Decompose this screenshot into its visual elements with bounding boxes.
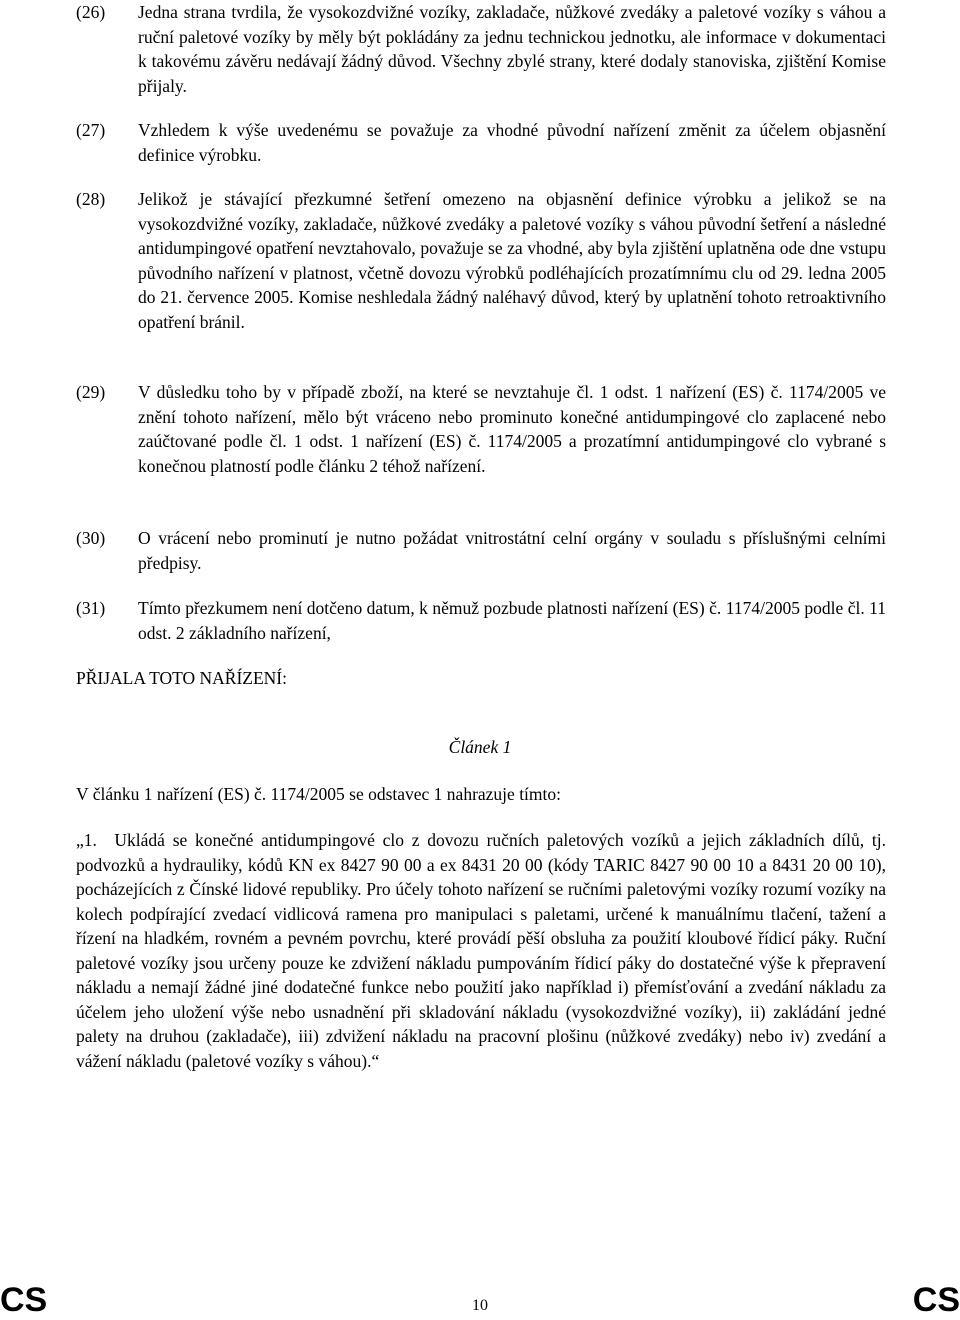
recital-28 (76, 187, 886, 334)
recital-text: O vrácení nebo prominutí je nutno požádat vnitrostátní celní orgány v souladu s příslušnými celními předpisy. (138, 528, 886, 573)
footer-language-left: CS (0, 1281, 48, 1319)
adoption-statement: PŘIJALA TOTO NAŘÍZENÍ: (76, 668, 287, 688)
recital-30 (76, 526, 886, 575)
recital-27 (76, 118, 886, 167)
recital-26 (76, 0, 886, 98)
recital-29 (76, 380, 886, 478)
recital-text: V důsledku toho by v případě zboží, na které se nevztahuje čl. 1 odst. 1 nařízení (ES) č. 1174/2005 ve znění tohoto nařízení, mělo být vráceno nebo prominuto konečné antidumpingové clo zaplacené nebo zaúčtované podle čl. 1 odst. 1 nařízení (ES) č. 1174/2005 a prozatímní antidumpingové clo vybrané s konečnou platností podle článku 2 téhož nařízení. (138, 382, 886, 476)
recital-number: (28) (76, 189, 106, 209)
recital-text: Tímto přezkumem není dotčeno datum, k němuž pozbude platnosti nařízení (ES) č. 1174/2005 podle čl. 11 odst. 2 základního nařízení, (138, 598, 886, 643)
recital-text: Jelikož je stávající přezkumné šetření omezeno na objasnění definice výrobku a jelikož se na vysokozdvižné vozíky, zakladače, nůžkové zvedáky a paletové vozíky s váhou původní šetření a následné antidumpingové opatření nevztahovalo, považuje se za vhodné, aby byla zjištění uplatněna ode dne vstupu původního nařízení v platnost, včetně dovozu výrobků podléhajících prozatímnímu clu od 29. ledna 2005 do 21. července 2005. Komise neshledala žádný naléhavý důvod, který by uplatnění tohoto retroaktivního opatření bránil. (138, 189, 886, 332)
page-number: 10 (472, 1297, 488, 1314)
recital-text: Jedna strana tvrdila, že vysokozdvižné vozíky, zakladače, nůžkové zvedáky a paletové vozíky s váhou a ruční paletové vozíky by měly být pokládány za jednu technickou jednotku, ale informace v dokumentaci k takovému závěru nedávají žádný důvod. Všechny zbylé strany, které dodaly stanoviska, zjištění Komise přijaly. (138, 2, 886, 96)
recital-number: (29) (76, 382, 106, 402)
article-body: „1. Ukládá se konečné antidumpingové clo z dovozu ručních paletových vozíků a jejich základních dílů, tj. podvozků a hydrauliky, kódů KN ex 8427 90 00 a ex 8431 20 00 (kódy TARIC 8427 90 00 10 a 8431 20 00 10), pocházejících z Čínské lidové republiky. Pro účely tohoto nařízení se ručními paletovými vozíky rozumí vozíky na kolech podpírající zvedací vidlicová ramena pro manipulaci s paletami, určené k manuálnímu tlačení, tažení a řízení na hladkém, rovném a pevném povrchu, které provádí pěší obsluha za použití kloubové řídicí páky. Ruční paletové vozíky jsou určeny pouze ke zdvižení nákladu pumpováním řídicí páky do dostatečné výše k přepravení nákladu a nemají žádné jiné dodatečné funkce nebo použití jako například i) přemísťování a zvedání nákladu za účelem jeho uložení výše nebo usnadnění při skladování nákladu (vysokozdvižné vozíky), ii) zakládání jedné palety na druhou (zakladače), iii) zdvižení nákladu na pracovní plošinu (nůžkové zvedáky) nebo iv) zvedání a vážení nákladu (paletové vozíky s váhou).“ (76, 830, 886, 1071)
recital-31 (76, 596, 886, 645)
recital-text: Vzhledem k výše uvedenému se považuje za vhodné původní nařízení změnit za účelem objasnění definice výrobku. (138, 120, 886, 165)
article-title: Článek 1 (448, 737, 512, 757)
recital-number: (27) (76, 120, 106, 140)
footer-language-right: CS (912, 1281, 960, 1319)
recital-number: (31) (76, 598, 106, 618)
recital-number: (30) (76, 528, 106, 548)
article-intro: V článku 1 nařízení (ES) č. 1174/2005 se odstavec 1 nahrazuje tímto: (76, 784, 562, 804)
recital-number: (26) (76, 2, 106, 22)
